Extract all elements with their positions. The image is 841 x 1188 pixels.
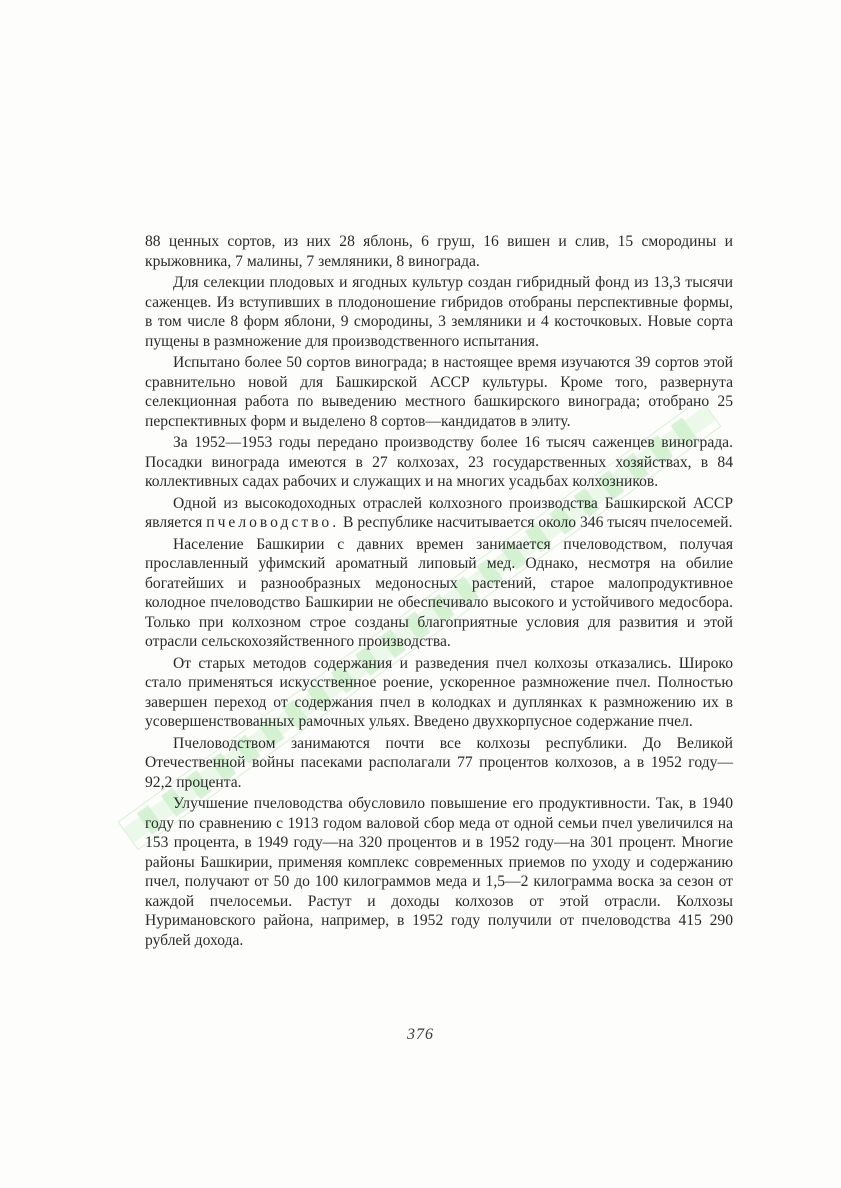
paragraph-4: За 1952—1953 годы передано производству более 16 тысяч саженцев винограда. Посадки винограда имеются в 27 колхозах, 23 государственных хозяйствах, в 84 коллективных садах рабочих и служащих и на многих усадьбах колхозников. (145, 434, 733, 490)
paragraph-3: Испытано более 50 сортов винограда; в настоящее время изучаются 39 сортов этой сравнительно новой для Башкирской АССР культуры. Кроме того, развернута селекционная работа по выведению местного башкирского винограда; отобрано 25 перспективных форм и выделено 8 сортов—кандидатов в элиту. (145, 354, 733, 430)
paragraph-9: Улучшение пчеловодства обусловило повышение его продуктивности. Так, в 1940 году по сравнению с 1913 годом валовой сбор меда от одной семьи пчел увеличился на 153 процента, в 1949 году—на 320 процентов и в 1952 году—на 301 процент. Многие районы Башкирии, применяя комплекс современных приемов по уходу и содержанию пчел, получают от 50 до 100 килограммов меда и 1,5—2 килограмма воска за сезон от каждой пчелосемьи. Растут и доходы колхозов от этой отрасли. Колхозы Нуримановского района, например, в 1952 году получили от пчеловодства 415 290 рублей дохода. (145, 795, 733, 949)
paragraph-5-spaced-word: пчеловодство. (206, 514, 340, 531)
paragraph-1: 88 ценных сортов, из них 28 яблонь, 6 груш, 16 вишен и слив, 15 смородины и крыжовника, 7 малины, 7 земляники, 8 винограда. (145, 233, 733, 270)
paragraph-8: Пчеловодством занимаются почти все колхозы республики. До Великой Отечественной войны пасеками располагали 77 процентов колхозов, а в 1952 году—92,2 процента. (145, 734, 733, 791)
paragraph-2: Для селекции плодовых и ягодных культур создан гибридный фонд из 13,3 тысячи саженцев. Из вступивших в плодоношение гибридов отобраны перспективные формы, в том числе 8 форм яблони, 9 смородины, 3 земляники и 4 косточковых. Новые сорта пущены в размножение для производственного испытания. (145, 274, 733, 350)
body-text (145, 232, 733, 952)
paragraph-5 (145, 494, 733, 533)
page-number: 376 (407, 1026, 434, 1043)
paragraph-5-after: В республике насчитывается около 346 тысяч пчелосемей. (343, 514, 733, 531)
paragraph-6: Население Башкирии с давних времен занимается пчеловодством, получая прославленный уфимский ароматный липовый мед. Однако, несмотря на обилие богатейших и разнообразных медоносных растений, старое малопродуктивное колодное пчеловодство Башкирии не обеспечивало высокого и устойчивого медосбора. Только при колхозном строе созданы благоприятные условия для развития и этой отрасли сельскохозяйственного производства. (145, 535, 733, 650)
paragraph-5-before: Одной из высокодоходных отраслей колхозного производства Башкирской АССР является (145, 494, 733, 531)
paragraph-7: От старых методов содержания и разведения пчел колхозы отказались. Широко стало применяться искусственное роение, ускоренное размножение пчел. Полностью завершен переход от содержания пчел в колодках и дуплянках к размножению их в усовершенствованных рамочных ульях. Введено двухкорпусное содержание пчел. (145, 654, 733, 730)
